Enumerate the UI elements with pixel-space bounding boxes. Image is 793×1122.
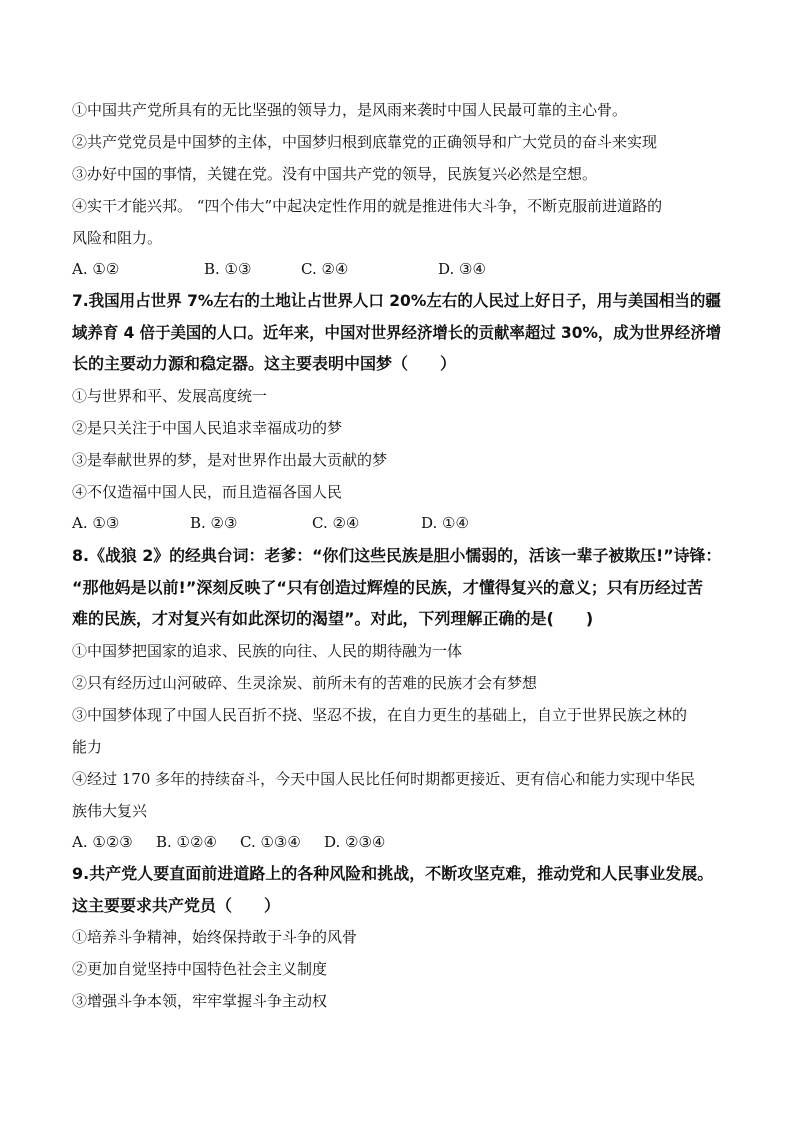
q8-option-b: B. ①②④ bbox=[156, 833, 217, 851]
q8-item-4-cont: 族伟大复兴 bbox=[72, 802, 148, 820]
q9-item-2: ②更加自觉坚持中国特色社会主义制度 bbox=[72, 960, 328, 978]
q6-options bbox=[72, 259, 486, 279]
q6-option-a: A. ①② bbox=[72, 260, 120, 278]
q6-option-b: B. ①③ bbox=[204, 260, 252, 278]
q8-stem-line-2: “那他妈是以前!”深刻反映了“只有创造过辉煌的民族，才懂得复兴的意义；只有历经过苦 bbox=[72, 578, 703, 597]
q8-item-3: ③中国梦体现了中国人民百折不挠、坚忍不拔，在自力更生的基础上，自立于世界民族之林的 bbox=[72, 706, 688, 724]
q7-options bbox=[72, 513, 469, 533]
q7-option-b: B. ②③ bbox=[190, 514, 238, 532]
q7-item-1: ①与世界和平、发展高度统一 bbox=[72, 387, 268, 405]
q7-stem-line-1: 7.我国用占世界 7%左右的土地让占世界人口 20%左右的人民过上好日子，用与美国相当的疆 bbox=[72, 291, 721, 310]
q9-stem-line-1: 9.共产党人要直面前进道路上的各种风险和挑战，不断攻坚克难，推动党和人民事业发展。 bbox=[72, 864, 714, 883]
q6-item-1: ①中国共产党所具有的无比坚强的领导力，是风雨来袭时中国人民最可靠的主心骨。 bbox=[72, 101, 628, 119]
q8-stem-line-3: 难的民族，才对复兴有如此深切的渴望”。对此，下列理解正确的是( ) bbox=[72, 609, 594, 628]
q6-item-4: ④实干才能兴邦。 “四个伟大”中起决定性作用的就是推进伟大斗争，不断克服前进道路的 bbox=[72, 197, 663, 215]
q9-stem-line-2: 这主要要求共产党员（ ） bbox=[72, 896, 281, 915]
q7-item-3: ③是奉献世界的梦，是对世界作出最大贡献的梦 bbox=[72, 451, 388, 469]
q6-option-c: C. ②④ bbox=[301, 260, 349, 278]
q8-option-a: A. ①②③ bbox=[72, 833, 133, 851]
q9-item-1: ①培养斗争精神，始终保持敢于斗争的风骨 bbox=[72, 928, 358, 946]
q7-item-4: ④不仅造福中国人民，而且造福各国人民 bbox=[72, 483, 343, 501]
q6-item-4-cont: 风险和阻力。 bbox=[72, 229, 163, 247]
q8-stem-line-1: 8.《战狼 2》的经典台词：老爹：“你们这些民族是胆小懦弱的，活该一辈子被欺压!”诗锋： bbox=[72, 546, 722, 565]
q6-item-2: ②共产党党员是中国梦的主体，中国梦归根到底靠党的正确领导和广大党员的奋斗来实现 bbox=[72, 133, 658, 151]
q8-options bbox=[72, 832, 385, 852]
q7-stem-line-2: 域养育 4 倍于美国的人口。近年来，中国对世界经济增长的贡献率超过 30%，成为世界经济增 bbox=[72, 323, 722, 342]
q8-item-1: ①中国梦把国家的追求、民族的向往、人民的期待融为一体 bbox=[72, 642, 463, 660]
q7-item-2: ②是只关注于中国人民追求幸福成功的梦 bbox=[72, 419, 343, 437]
q8-option-c: C. ①③④ bbox=[240, 833, 301, 851]
q8-option-d: D. ②③④ bbox=[324, 833, 386, 851]
q7-option-d: D. ①④ bbox=[421, 514, 469, 532]
q8-item-2: ②只有经历过山河破碎、生灵涂炭、前所未有的苦难的民族才会有梦想 bbox=[72, 674, 538, 692]
q6-item-3: ③办好中国的事情，关键在党。没有中国共产党的领导，民族复兴必然是空想。 bbox=[72, 165, 598, 183]
q6-option-d: D. ③④ bbox=[438, 260, 486, 278]
q7-option-a: A. ①③ bbox=[72, 514, 120, 532]
q7-stem-line-3: 长的主要动力源和稳定器。这主要表明中国梦（ ） bbox=[72, 354, 457, 373]
q7-option-c: C. ②④ bbox=[312, 514, 360, 532]
q8-item-3-cont: 能力 bbox=[72, 738, 103, 756]
q8-item-4: ④经过 170 多年的持续奋斗，今天中国人民比任何时期都更接近、更有信心和能力实现中华民 bbox=[72, 770, 696, 788]
q9-item-3: ③增强斗争本领，牢牢掌握斗争主动权 bbox=[72, 992, 328, 1010]
